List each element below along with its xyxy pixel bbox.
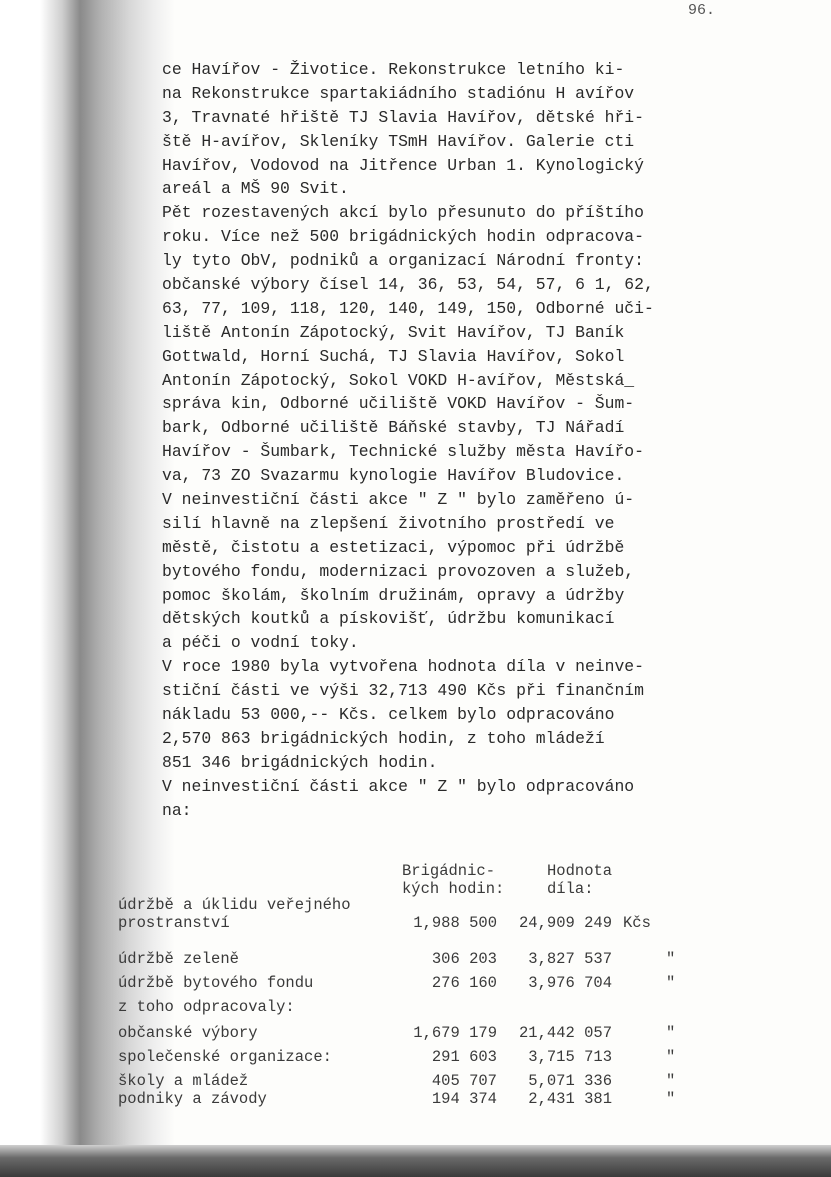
text-line: bytového fondu, modernizaci provozoven a služeb, — [162, 561, 635, 581]
hours-cell: 276 160 — [431, 974, 497, 992]
text-line: dětských koutků a pískovišť, údržbu komunikací — [162, 609, 615, 629]
unit-cell: " — [666, 974, 676, 992]
row-label: údržbě zeleně — [118, 950, 239, 968]
table-row — [118, 998, 718, 1018]
text-line: pomoc školám, školním družinám, opravy a údržby — [162, 585, 625, 605]
table-row — [118, 950, 718, 970]
text-line: Antonín Zápotocký, Sokol VOKD H-avířov, Městská_ — [162, 370, 635, 390]
unit-cell: " — [666, 1072, 676, 1090]
unit-cell: " — [666, 1090, 676, 1108]
text-line: správa kin, Odborné učiliště VOKD Havířov - Šum- — [162, 394, 635, 414]
value-cell: 3,715 713 — [528, 1048, 612, 1066]
hours-cell: 291 603 — [431, 1048, 497, 1066]
text-line: ly tyto ObV, podniků a organizací Národní fronty: — [162, 251, 644, 271]
text-line: 3, Travnaté hřiště TJ Slavia Havířov, dětské hři- — [162, 107, 644, 127]
hours-cell: 194 374 — [431, 1090, 497, 1108]
table-row — [118, 914, 718, 934]
text-line: areál a MŠ 90 Svit. — [162, 179, 349, 199]
hours-cell: 1,679 179 — [413, 1024, 497, 1042]
text-line: nákladu 53 000,-- Kčs. celkem bylo odpracováno — [162, 705, 615, 725]
row-label: z toho odpracovaly: — [118, 998, 295, 1016]
text-line: a péči o vodní toky. — [162, 633, 359, 653]
text-line: va, 73 ZO Svazarmu kynologie Havířov Bludovice. — [162, 466, 625, 486]
value-cell: 24,909 249 — [518, 914, 612, 932]
value-cell: 3,976 704 — [528, 974, 612, 992]
text-line: V roce 1980 byla vytvořena hodnota díla v neinve- — [162, 657, 644, 677]
table-row — [118, 974, 718, 994]
text-line: roku. Více než 500 brigádnických hodin odpracova- — [162, 227, 644, 247]
row-label: společenské organizace: — [118, 1048, 332, 1066]
body-text — [162, 58, 654, 823]
text-line: občanské výbory čísel 14, 36, 53, 54, 57, 6 1, 62, — [162, 275, 654, 295]
hours-cell: 1,988 500 — [413, 914, 497, 932]
text-line: liště Antonín Zápotocký, Svit Havířov, TJ Baník — [162, 322, 625, 342]
row-label: prostranství — [118, 914, 230, 932]
text-line: na Rekonstrukce spartakiádního stadiónu H avířov — [162, 83, 635, 103]
unit-cell: " — [666, 950, 676, 968]
value-cell: 21,442 057 — [518, 1024, 612, 1042]
table-row — [118, 1072, 718, 1092]
text-line: V neinvestiční části akce " Z " bylo odpracováno — [162, 776, 635, 796]
hours-cell: 405 707 — [431, 1072, 497, 1090]
unit-cell: " — [666, 1048, 676, 1066]
row-label: občanské výbory — [118, 1024, 258, 1042]
text-line: stiční části ve výši 32,713 490 Kčs při finančním — [162, 681, 644, 701]
text-line: 63, 77, 109, 118, 120, 140, 149, 150, Odborné uči- — [162, 298, 654, 318]
text-line: městě, čistotu a estetizaci, výpomoc při údržbě — [162, 537, 625, 557]
table-row — [118, 1048, 718, 1068]
text-line: 2,570 863 brigádnických hodin, z toho mládeží — [162, 728, 605, 748]
text-line: 851 346 brigádnických hodin. — [162, 752, 438, 772]
text-line: Pět rozestavených akcí bylo přesunuto do příštího — [162, 203, 644, 223]
table-row — [118, 1090, 718, 1110]
hours-cell: 306 203 — [431, 950, 497, 968]
row-label: údržbě a úklidu veřejného — [118, 896, 351, 914]
row-label: podniky a závody — [118, 1090, 267, 1108]
scan-bottom-edge — [0, 1145, 831, 1177]
header-value: Hodnota díla: — [547, 862, 613, 898]
text-line: Gottwald, Horní Suchá, TJ Slavia Havířov, Sokol — [162, 346, 625, 366]
text-line: silí hlavně na zlepšení životního prostředí ve — [162, 513, 615, 533]
value-cell: 2,431 381 — [528, 1090, 612, 1108]
unit-cell: " — [666, 1024, 676, 1042]
text-line: ce Havířov - Životice. Rekonstrukce letního ki- — [162, 60, 625, 79]
text-line: bark, Odborné učiliště Báňské stavby, TJ Nářadí — [162, 418, 625, 438]
page-number: 96. — [688, 2, 716, 19]
text-line: ště H-avířov, Skleníky TSmH Havířov. Galerie cti — [162, 131, 635, 151]
table-row — [118, 896, 718, 916]
value-cell: 3,827 537 — [528, 950, 612, 968]
row-label: údržbě bytového fondu — [118, 974, 314, 992]
text-line: Havířov - Šumbark, Technické služby města Havířo- — [162, 442, 644, 462]
row-label: školy a mládež — [118, 1072, 249, 1090]
header-hours: Brigádnic- kých hodin: — [402, 862, 505, 898]
text-line: na: — [162, 800, 192, 820]
table-row — [118, 1024, 718, 1044]
text-line: V neinvestiční části akce " Z " bylo zaměřeno ú- — [162, 490, 635, 510]
value-cell: 5,071 336 — [528, 1072, 612, 1090]
text-line: Havířov, Vodovod na Jitřence Urban 1. Kynologický — [162, 155, 644, 175]
unit-cell: Kčs — [623, 914, 651, 932]
